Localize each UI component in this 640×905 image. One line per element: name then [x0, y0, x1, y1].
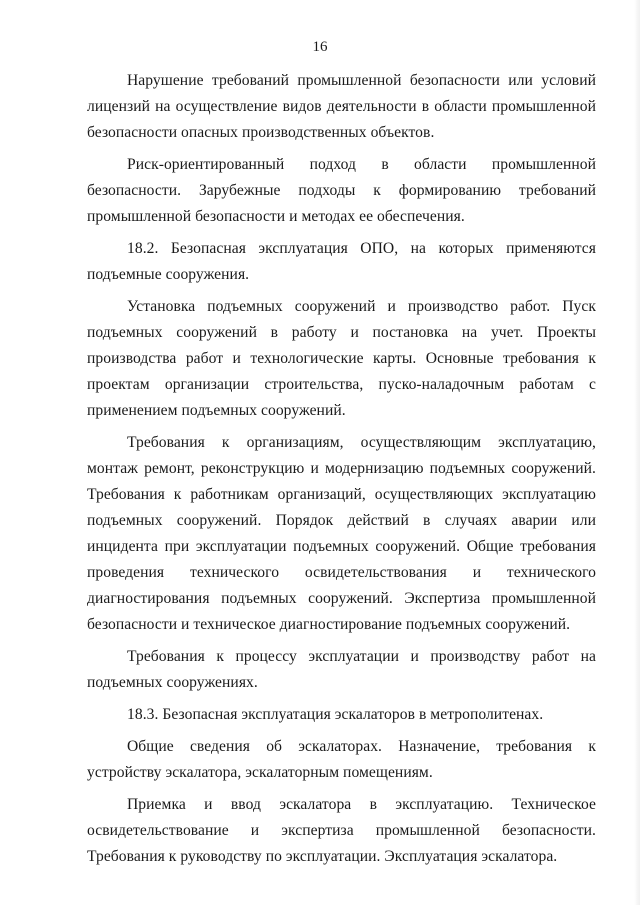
scan-edge-shadow — [634, 0, 640, 905]
paragraph-escalator-general: Общие сведения об эскалаторах. Назначение, требования к устройству эскалатора, эскалаторным помещениям. — [87, 738, 596, 781]
page-number: 16 — [312, 39, 328, 55]
paragraph-installation: Установка подъемных сооружений и производство работ. Пуск подъемных сооружений в работу и постановка на учет. Проекты производства работ и технологические карты. Основные требования к проектам организации строительства, пуско-наладочным работам с применением подъемных сооружений. — [87, 298, 596, 419]
paragraph-risk-approach: Риск-ориентированный подход в области промышленной безопасности. Зарубежные подходы к формированию требований промышленной безопасности и методах ее обеспечения. — [87, 156, 596, 225]
paragraph-escalator-acceptance: Приемка и ввод эскалатора в эксплуатацию. Техническое освидетельствование и экспертиза промышленной безопасности. Требования к руководству по эксплуатации. Эксплуатация эскалатора. — [87, 796, 596, 865]
section-heading-18-3: 18.3. Безопасная эксплуатация эскалаторов в метрополитенах. — [127, 706, 544, 723]
paragraph-violations: Нарушение требований промышленной безопасности или условий лицензий на осуществление видов деятельности в области промышленной безопасности опасных производственных объектов. — [87, 72, 596, 141]
document-body — [87, 68, 596, 876]
paragraph-operation-process: Требования к процессу эксплуатации и производству работ на подъемных сооружениях. — [87, 648, 596, 691]
paragraph-organization-requirements: Требования к организациям, осуществляющим эксплуатацию, монтаж ремонт, реконструкцию и модернизацию подъемных сооружений. Требования к работникам организаций, осуществляющих эксплуатацию подъемных сооружений. Порядок действий в случаях аварии или инцидента при эксплуатации подъемных сооружений. Общие требования проведения технического освидетельствования и технического диагностирования подъемных сооружений. Экспертиза промышленной безопасности и техническое диагностирование подъемных сооружений. — [87, 434, 596, 633]
section-heading-18-2: 18.2. Безопасная эксплуатация ОПО, на которых применяются подъемные сооружения. — [87, 240, 596, 283]
